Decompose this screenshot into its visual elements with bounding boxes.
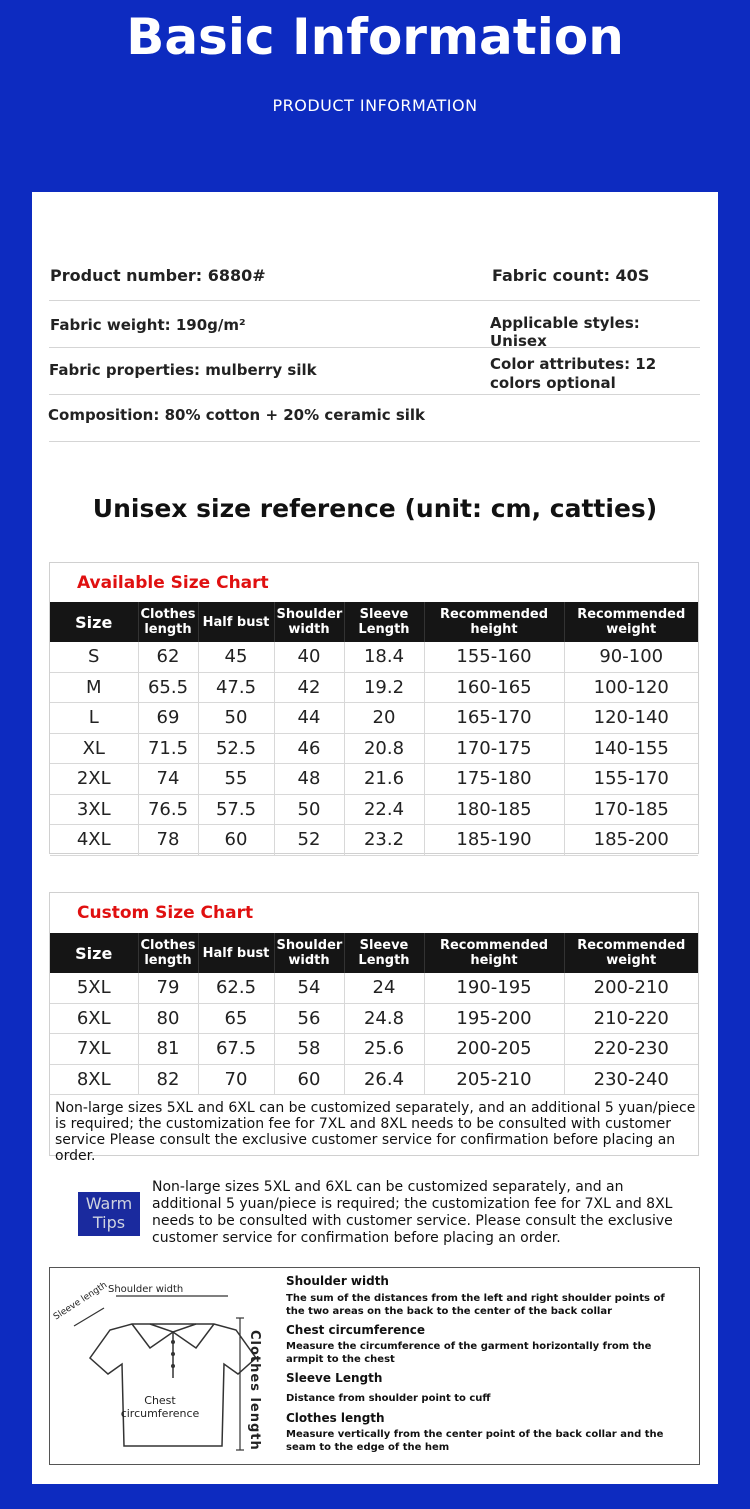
table-row	[50, 973, 698, 1003]
column-header: Recommended weight	[564, 602, 698, 642]
column-header: Half bust	[198, 602, 274, 642]
sleeve-length-label: Sleeve length	[52, 1280, 110, 1323]
column-header: Clothes length	[138, 933, 198, 973]
table-row	[50, 733, 698, 764]
available-size-table	[50, 602, 698, 856]
table-cell: 155-170	[564, 764, 698, 795]
table-cell: M	[50, 672, 138, 703]
table-cell: 23.2	[344, 825, 424, 856]
clothes-length-label: Clothes length	[247, 1330, 262, 1451]
table-cell: 140-155	[564, 733, 698, 764]
column-header: Recommended height	[424, 933, 564, 973]
table-cell: 20.8	[344, 733, 424, 764]
table-cell: 52.5	[198, 733, 274, 764]
table-cell: 60	[274, 1064, 344, 1095]
color-attributes: Color attributes: 12 colors optional	[490, 355, 657, 392]
table-cell: 18.4	[344, 642, 424, 672]
table-cell: 155-160	[424, 642, 564, 672]
table-cell: 44	[274, 703, 344, 734]
table-cell: 50	[198, 703, 274, 734]
table-cell: 50	[274, 794, 344, 825]
table-cell: 80	[138, 1003, 198, 1034]
definition-text: Measure the circumference of the garment horizontally from the armpit to the chest	[286, 1341, 652, 1365]
table-cell: 47.5	[198, 672, 274, 703]
table-cell: 2XL	[50, 764, 138, 795]
column-header: Size	[50, 602, 138, 642]
table-row	[50, 1064, 698, 1095]
table-cell: 74	[138, 764, 198, 795]
table-cell: 90-100	[564, 642, 698, 672]
column-header: Shoulder width	[274, 933, 344, 973]
column-header: Sleeve Length	[344, 933, 424, 973]
definition-title: Chest circumference	[286, 1323, 426, 1337]
info-row-4	[49, 394, 700, 442]
table-cell: 200-205	[424, 1034, 564, 1065]
table-cell: 52	[274, 825, 344, 856]
fabric-weight: Fabric weight: 190g/m²	[50, 316, 246, 334]
fabric-count: Fabric count: 40S	[492, 266, 650, 285]
table-cell: S	[50, 642, 138, 672]
column-header: Size	[50, 933, 138, 973]
definition-text: Distance from shoulder point to cuff	[286, 1393, 491, 1404]
column-header: Sleeve Length	[344, 602, 424, 642]
table-row	[50, 1034, 698, 1065]
page-subtitle: PRODUCT INFORMATION	[272, 96, 478, 115]
table-cell: 71.5	[138, 733, 198, 764]
fabric-properties: Fabric properties: mulberry silk	[49, 361, 317, 379]
column-header: Clothes length	[138, 602, 198, 642]
table-header-row	[50, 602, 698, 642]
table-row	[50, 794, 698, 825]
available-chart-title: Available Size Chart	[77, 573, 269, 593]
info-card	[32, 192, 718, 1484]
info-row-2	[49, 300, 700, 348]
page-title: Basic Information	[126, 8, 624, 66]
warm-tips-badge: Warm Tips	[78, 1192, 140, 1236]
custom-chart-title: Custom Size Chart	[77, 903, 254, 923]
table-cell: 3XL	[50, 794, 138, 825]
definition-text: The sum of the distances from the left and right shoulder points of the two areas on the back to the center of the back collar	[286, 1293, 665, 1317]
table-cell: 57.5	[198, 794, 274, 825]
warm-tips-text: Non-large sizes 5XL and 6XL can be customized separately, and an additional 5 yuan/piece is required; the customization fee for 7XL and 8XL needs to be consulted with customer service. Please consult the exclusive customer service for confirmation before placing an order.	[152, 1179, 673, 1246]
column-header: Shoulder width	[274, 602, 344, 642]
table-cell: 62.5	[198, 973, 274, 1003]
table-cell: 200-210	[564, 973, 698, 1003]
table-cell: 210-220	[564, 1003, 698, 1034]
table-cell: 230-240	[564, 1064, 698, 1095]
product-number: Product number: 6880#	[50, 266, 266, 285]
table-header-row	[50, 933, 698, 973]
table-cell: 42	[274, 672, 344, 703]
table-cell: 78	[138, 825, 198, 856]
info-row-1	[49, 252, 700, 301]
table-cell: 22.4	[344, 794, 424, 825]
table-row	[50, 1003, 698, 1034]
table-cell: 58	[274, 1034, 344, 1065]
table-cell: 65	[198, 1003, 274, 1034]
definition-text: Measure vertically from the center point of the back collar and the seam to the edge of the hem	[286, 1429, 664, 1453]
table-cell: 175-180	[424, 764, 564, 795]
table-cell: 79	[138, 973, 198, 1003]
table-cell: 220-230	[564, 1034, 698, 1065]
table-cell: 170-175	[424, 733, 564, 764]
table-cell: 81	[138, 1034, 198, 1065]
table-cell: 48	[274, 764, 344, 795]
info-row-3	[49, 347, 700, 395]
column-header: Recommended weight	[564, 933, 698, 973]
composition: Composition: 80% cotton + 20% ceramic silk	[48, 406, 426, 424]
table-cell: 82	[138, 1064, 198, 1095]
table-cell: 185-200	[564, 825, 698, 856]
table-cell: 24	[344, 973, 424, 1003]
table-cell: 165-170	[424, 703, 564, 734]
custom-size-chart	[49, 892, 699, 1164]
table-row	[50, 703, 698, 734]
table-cell: 100-120	[564, 672, 698, 703]
definition-title: Clothes length	[286, 1411, 385, 1425]
table-cell: 180-185	[424, 794, 564, 825]
table-cell: 160-165	[424, 672, 564, 703]
table-cell: 205-210	[424, 1064, 564, 1095]
table-cell: 120-140	[564, 703, 698, 734]
table-cell: 65.5	[138, 672, 198, 703]
measurement-diagram	[49, 1267, 700, 1465]
table-cell: 76.5	[138, 794, 198, 825]
column-header: Recommended height	[424, 602, 564, 642]
table-cell: 67.5	[198, 1034, 274, 1065]
table-cell: 5XL	[50, 973, 138, 1003]
table-cell: 7XL	[50, 1034, 138, 1065]
table-row	[50, 764, 698, 795]
table-cell: 54	[274, 973, 344, 1003]
column-header: Half bust	[198, 933, 274, 973]
table-cell: 4XL	[50, 825, 138, 856]
definition-title: Shoulder width	[286, 1274, 389, 1288]
table-cell: L	[50, 703, 138, 734]
table-cell: XL	[50, 733, 138, 764]
table-cell: 69	[138, 703, 198, 734]
table-cell: 8XL	[50, 1064, 138, 1095]
table-cell: 195-200	[424, 1003, 564, 1034]
table-cell: 6XL	[50, 1003, 138, 1034]
table-row	[50, 642, 698, 672]
table-cell: 19.2	[344, 672, 424, 703]
table-cell: 26.4	[344, 1064, 424, 1095]
size-reference-title: Unisex size reference (unit: cm, catties)	[92, 494, 658, 523]
definition-title: Sleeve Length	[286, 1371, 383, 1385]
table-cell: 25.6	[344, 1034, 424, 1065]
chest-circumference-label: Chest circumference	[120, 1394, 200, 1420]
table-cell: 46	[274, 733, 344, 764]
table-cell: 56	[274, 1003, 344, 1034]
table-cell: 45	[198, 642, 274, 672]
custom-size-table	[50, 933, 698, 1095]
custom-chart-note: Non-large sizes 5XL and 6XL can be customized separately, and an additional 5 yuan/piece is required; the customization fee for 7XL and 8XL needs to be consulted with customer service Please consult the exclusive customer service for confirmation before placing an order.	[55, 1100, 696, 1164]
applicable-styles: Applicable styles: Unisex	[490, 314, 640, 350]
table-cell: 170-185	[564, 794, 698, 825]
table-cell: 20	[344, 703, 424, 734]
table-cell: 21.6	[344, 764, 424, 795]
table-cell: 185-190	[424, 825, 564, 856]
table-cell: 190-195	[424, 973, 564, 1003]
table-cell: 55	[198, 764, 274, 795]
table-cell: 40	[274, 642, 344, 672]
table-cell: 60	[198, 825, 274, 856]
measure-arrows	[74, 1296, 244, 1450]
table-cell: 24.8	[344, 1003, 424, 1034]
table-row	[50, 825, 698, 856]
table-row	[50, 672, 698, 703]
shoulder-width-label: Shoulder width	[108, 1284, 184, 1295]
table-cell: 62	[138, 642, 198, 672]
table-cell: 70	[198, 1064, 274, 1095]
available-size-chart	[49, 562, 699, 854]
